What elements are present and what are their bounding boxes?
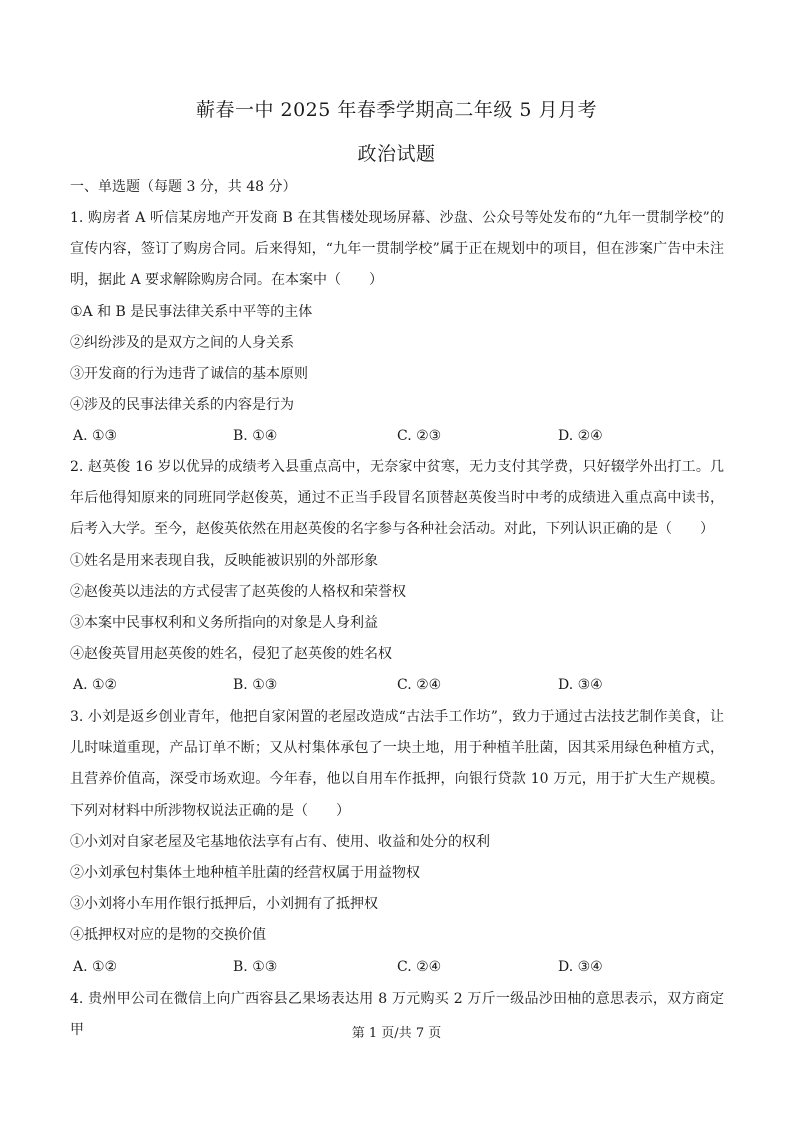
answer-choices [70, 952, 724, 983]
choice-c: C. ②④ [397, 677, 442, 694]
question-stem: 4. 贵州甲公司在微信上向广西容县乙果场表达用 8 万元购买 2 万斤一级品沙田柚的意思表示，双方商定甲 [70, 991, 724, 1039]
statement-option: ③开发商的行为违背了诚信的基本原则 [70, 366, 308, 383]
choice-c: C. ②④ [397, 958, 442, 975]
exam-subject: 政治试题 [357, 143, 436, 165]
choice-c: C. ②③ [397, 428, 442, 445]
statement-option: ②纠纷涉及的是双方之间的人身关系 [70, 334, 294, 351]
exam-title: 蕲春一中 2025 年春季学期高二年级 5 月月考 [195, 99, 598, 121]
statement-option: ④涉及的民事法律关系的内容是行为 [70, 397, 294, 414]
answer-choices [70, 670, 724, 701]
choice-a: A. ①② [73, 677, 118, 694]
choice-a: A. ①② [73, 958, 118, 975]
question-3 [70, 702, 724, 983]
choice-b: B. ①④ [233, 428, 278, 445]
statement-option: ④抵押权对应的是物的交换价值 [70, 927, 266, 944]
statement-option: ①姓名是用来表现自我，反映能被识别的外部形象 [70, 552, 378, 569]
statement-option: ③小刘将小车用作银行抵押后，小刘拥有了抵押权 [70, 896, 378, 913]
statement-option: ②赵俊英以违法的方式侵害了赵英俊的人格权和荣誉权 [70, 583, 406, 600]
page-number: 第 1 页/共 7 页 [351, 1026, 442, 1041]
choice-a: A. ①③ [73, 428, 118, 445]
section-heading: 一、单选题（每题 3 分，共 48 分） [70, 179, 297, 195]
choice-d: D. ②④ [558, 428, 603, 445]
choice-b: B. ①③ [233, 958, 278, 975]
statement-option: ④赵俊英冒用赵英俊的姓名，侵犯了赵英俊的姓名权 [70, 646, 392, 663]
question-stem: 1. 购房者 A 听信某房地产开发商 B 在其售楼处现场屏幕、沙盘、公众号等处发布的“九年一贯制学校”的宣传内容，签订了购房合同。后来得知，“九年一贯制学校”属于正在规划中的项目，但在涉案广告中未注明，据此 A 要求解除购房合同。在本案中（ ） [70, 210, 724, 289]
question-stem: 3. 小刘是返乡创业青年，他把自家闲置的老屋改造成“古法手工作坊”，致力于通过古法技艺制作美食，让儿时味道重现，产品订单不断；又从村集体承包了一块土地，用于种植羊肚菌，因其采用绿色种植方式，且营养价值高，深受市场欢迎。今年春，他以自用车作抵押，向银行贷款 10 万元，用于扩大生产规模。下列对材料中所涉物权说法正确的是（ ） [70, 709, 724, 819]
choice-d: D. ③④ [558, 958, 603, 975]
answer-choices [70, 421, 724, 452]
question-1 [70, 203, 724, 453]
statement-option: ②小刘承包村集体土地种植羊肚菌的经营权属于用益物权 [70, 865, 420, 882]
choice-d: D. ③④ [558, 677, 603, 694]
statement-option: ①A 和 B 是民事法律关系中平等的主体 [70, 303, 313, 320]
question-stem: 2. 赵英俊 16 岁以优异的成绩考入县重点高中，无奈家中贫寒，无力支付其学费，只好辍学外出打工。几年后他得知原来的同班同学赵俊英，通过不正当手段冒名顶替赵英俊当时中考的成绩进入重点高中读书，后考入大学。至今，赵俊英依然在用赵英俊的名字参与各种社会活动。对此，下列认识正确的是（ ） [70, 459, 724, 538]
statement-option: ③本案中民事权利和义务所指向的对象是人身利益 [70, 615, 378, 632]
question-2 [70, 452, 724, 702]
choice-b: B. ①③ [233, 677, 278, 694]
statement-option: ①小刘对自家老屋及宅基地依法享有占有、使用、收益和处分的权利 [70, 833, 490, 850]
